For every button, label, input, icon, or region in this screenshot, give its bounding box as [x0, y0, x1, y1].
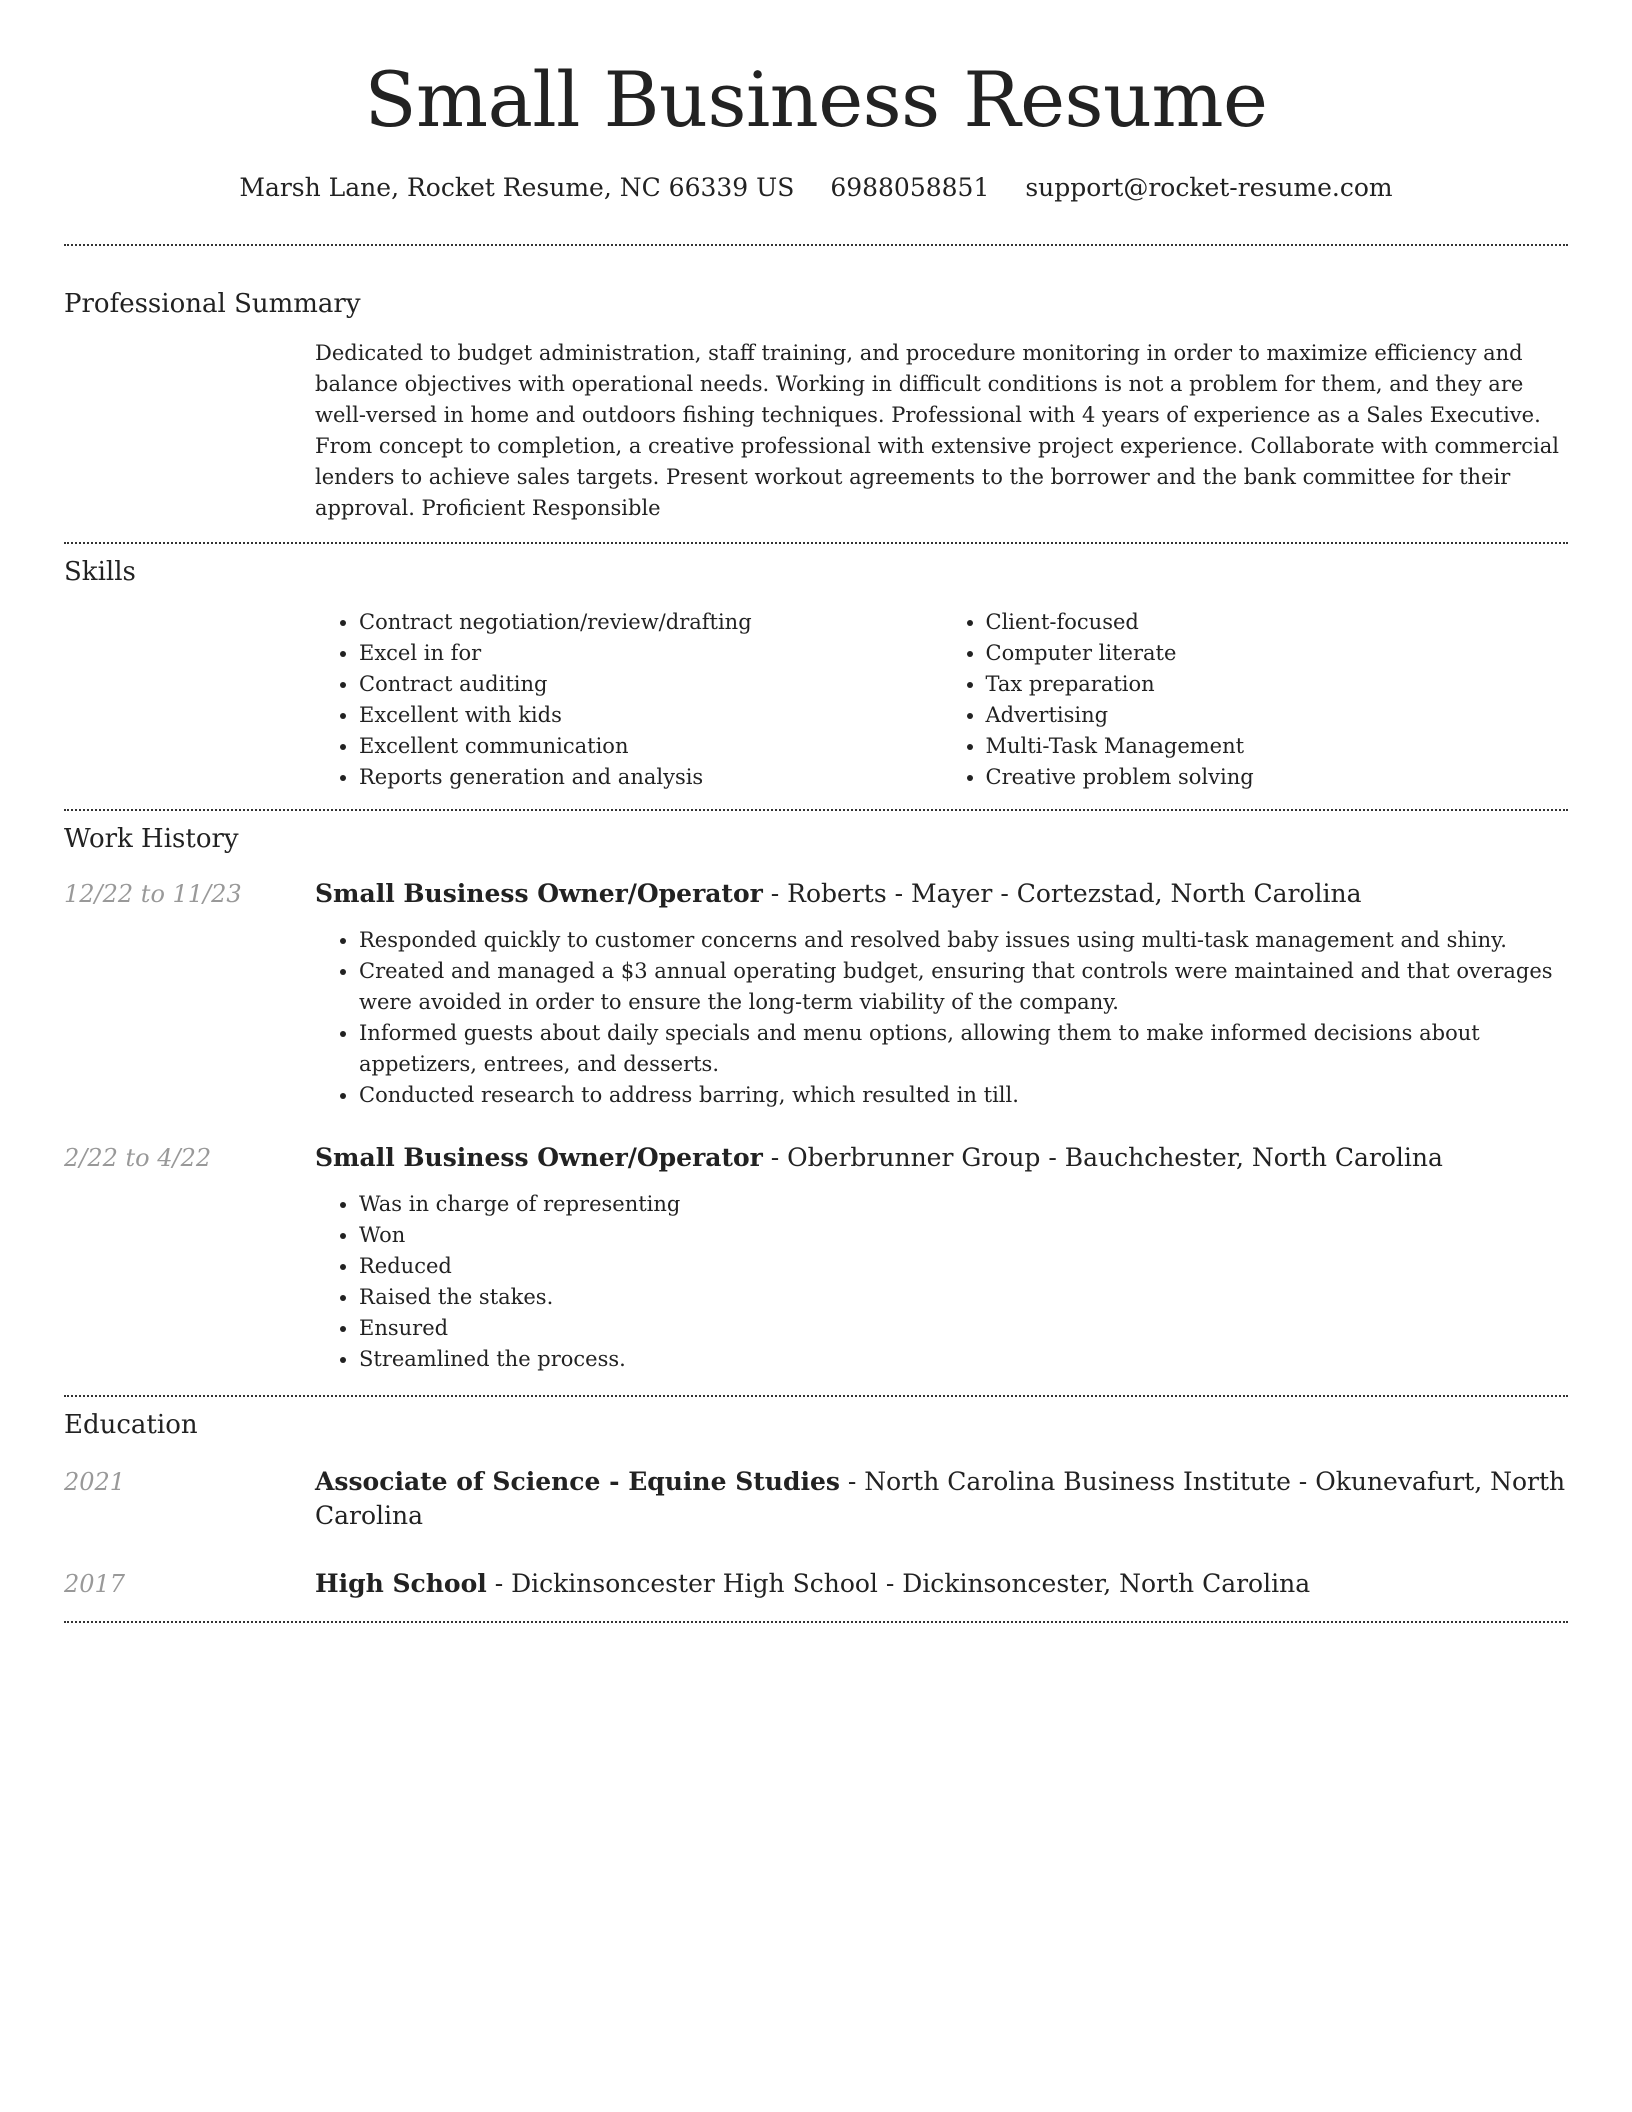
skill-item: • Tax preparation	[986, 669, 1569, 700]
job-bullets	[315, 1189, 1568, 1375]
education-details: - North Carolina Business Institute - Okunevafurt, North Carolina	[315, 1467, 1566, 1530]
skill-item: • Excellent with kids	[359, 700, 942, 731]
section-title-education: Education	[64, 1410, 198, 1440]
summary-text: Dedicated to budget administration, staff training, and procedure monitoring in order to maximize efficiency and balance objectives with operational needs. Working in difficult conditions is not a problem for them, and they are well-versed in home and outdoors fishing techniques. Professional with 4 years of experience as a Sales Executive. From concept to completion, a creative professional with extensive project experience. Collaborate with commercial lenders to achieve sales targets. Present workout agreements to the borrower and the bank committee for their approval. Proficient Responsible	[315, 341, 1559, 520]
section-title-summary: Professional Summary	[64, 289, 361, 319]
skills-list-left	[315, 607, 942, 793]
skill-item: • Excel in for	[359, 638, 942, 669]
education-heading	[315, 1465, 1568, 1533]
job-bullet: • Ensured	[359, 1313, 1568, 1344]
skill-item: • Contract negotiation/review/drafting	[359, 607, 942, 638]
job-bullet-list	[315, 925, 1568, 1111]
job-dates: 12/22 to 11/23	[64, 880, 242, 908]
education-degree: Associate of Science - Equine Studies	[315, 1467, 840, 1496]
job-bullet-list	[315, 1189, 1568, 1375]
skill-item: • Advertising	[986, 700, 1569, 731]
contact-address: Marsh Lane, Rocket Resume, NC 66339 US	[239, 173, 795, 202]
contact-line	[64, 170, 1568, 206]
education-year: 2017	[64, 1570, 126, 1598]
job-bullet: • Streamlined the process.	[359, 1344, 1568, 1375]
skill-item: • Creative problem solving	[986, 762, 1569, 793]
job-bullet: • Informed guests about daily specials and menu options, allowing them to make informed decisions about appetizers, entrees, and desserts.	[359, 1018, 1568, 1080]
divider	[64, 244, 1568, 246]
skill-item: • Excellent communication	[359, 731, 942, 762]
education-entry	[64, 1567, 1568, 1601]
divider	[64, 1621, 1568, 1623]
divider	[64, 809, 1568, 811]
skills-grid	[315, 607, 1568, 793]
job-bullets	[315, 925, 1568, 1111]
section-title-skills: Skills	[64, 557, 136, 587]
job-bullet: • Created and managed a $3 annual operating budget, ensuring that controls were maintained and that overages were avoided in order to ensure the long-term viability of the company.	[359, 956, 1568, 1018]
summary-block	[315, 338, 1568, 524]
resume-page	[64, 0, 1568, 1623]
job-entry	[64, 1141, 1568, 1175]
job-bullet: • Raised the stakes.	[359, 1282, 1568, 1313]
job-bullet: • Won	[359, 1220, 1568, 1251]
job-heading	[315, 877, 1362, 911]
divider	[64, 542, 1568, 544]
education-year: 2021	[64, 1468, 126, 1496]
contact-phone: 6988058851	[830, 173, 990, 202]
education-degree: High School	[315, 1569, 487, 1598]
job-bullet: • Conducted research to address barring, which resulted in till.	[359, 1080, 1568, 1111]
job-details: - Roberts - Mayer - Cortezstad, North Carolina	[762, 879, 1362, 908]
job-heading	[315, 1141, 1443, 1175]
contact-email: support@rocket-resume.com	[1025, 173, 1393, 202]
skill-item: • Client-focused	[986, 607, 1569, 638]
job-bullet: • Was in charge of representing	[359, 1189, 1568, 1220]
job-bullet: • Reduced	[359, 1251, 1568, 1282]
education-details: - Dickinsoncester High School - Dickinsoncester, North Carolina	[486, 1569, 1311, 1598]
skill-item: • Contract auditing	[359, 669, 942, 700]
divider	[64, 1395, 1568, 1397]
skills-list-right	[942, 607, 1569, 793]
skill-item: • Reports generation and analysis	[359, 762, 942, 793]
job-entry	[64, 877, 1568, 911]
job-bullet: • Responded quickly to customer concerns and resolved baby issues using multi-task management and shiny.	[359, 925, 1568, 956]
education-heading	[315, 1567, 1310, 1601]
job-details: - Oberbrunner Group - Bauchchester, North Carolina	[762, 1143, 1443, 1172]
skill-item: • Multi-Task Management	[986, 731, 1569, 762]
skill-item: • Computer literate	[986, 638, 1569, 669]
job-dates: 2/22 to 4/22	[64, 1144, 212, 1172]
education-entry	[64, 1465, 1568, 1533]
resume-title: Small Business Resume	[364, 55, 1268, 144]
section-title-work: Work History	[64, 824, 239, 854]
job-role: Small Business Owner/Operator	[315, 1143, 763, 1172]
job-role: Small Business Owner/Operator	[315, 879, 763, 908]
